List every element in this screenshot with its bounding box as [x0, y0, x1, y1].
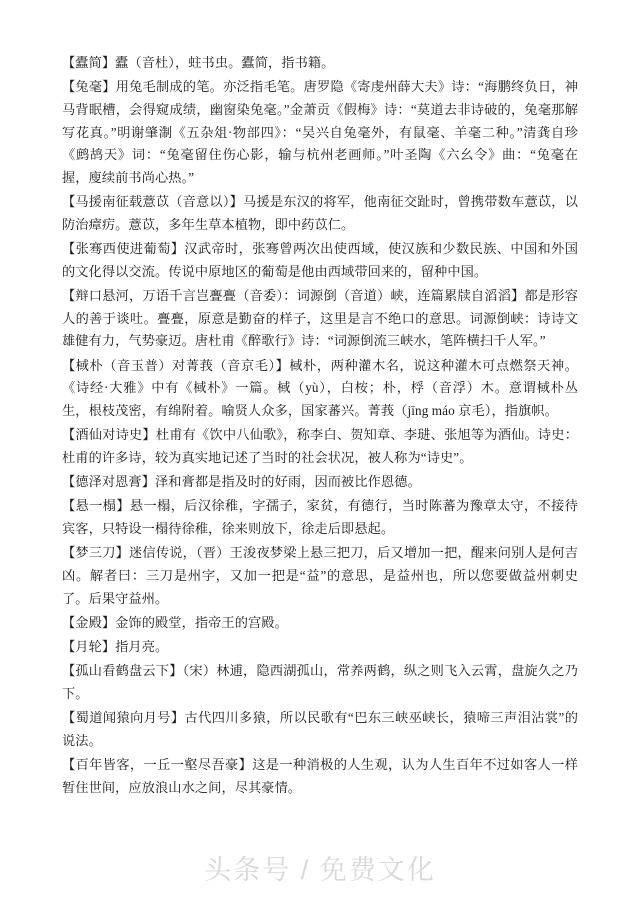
document-paragraph: 【棫朴（音玉普）对菁莪（音京毛）】棫朴，两种灌木名，说这种灌木可点燃祭天神。《诗经·大雅》中有《棫朴》一篇。棫（yù），白桉；朴，桴（音浮）木。意谓棫朴丛生，根枝茂密，有绵附着。喻贤人众多，国家蕃兴。菁莪（jīng máo 京毛），指旗帜。	[62, 357, 578, 419]
document-paragraph: 【孤山看鹤盘云下】（宋）林逋，隐西湖孤山，常养两鹤，纵之则飞入云霄，盘旋久之乃下。	[62, 663, 578, 701]
document-body	[62, 52, 578, 800]
document-paragraph: 【兔毫】用兔毛制成的笔。亦泛指毛笔。唐罗隐《寄虔州薛大夫》诗：“海鹏终负日，神马背眠槽，会得窥成绩，幽窗染兔毫。”金萧贡《假梅》诗：“莫道去非诗破的，兔毫那解写花真。”明谢肇淛《五杂俎·物部四》：“吴兴自兔毫外，有鼠毫、羊毫二种。”清龚自珍《鹧鸪天》词：“兔毫留住伤心影，输与杭州老画师。”叶圣陶《六幺令》曲：“兔毫在握，廋续前书尚心热。”	[62, 79, 578, 186]
document-paragraph: 【悬一榻】悬一榻，后汉徐稚，字孺子，家贫，有德行，当时陈蕃为豫章太守，不接待宾客，只特设一榻待徐稚，徐来则放下，徐走后即悬起。	[62, 498, 578, 537]
document-paragraph: 【张骞西使进葡萄】汉武帝时，张骞曾两次出使西域，使汉族和少数民族、中国和外国的文化得以交流。传说中原地区的葡萄是他由西域带回来的，留种中国。	[62, 241, 578, 279]
document-paragraph: 【梦三刀】迷信传说，（晋）王浚夜梦梁上悬三把刀，后又增加一把，醒来问别人是何吉凶。解者曰：三刀是州字，又加一把是“益”的意思，是益州也，所以您要做益州刺史了。后果守益州。	[62, 545, 578, 606]
document-paragraph: 【德泽对恩膏】泽和膏都是指及时的好雨，因而被比作恩德。	[62, 474, 421, 490]
document-paragraph: 【百年皆客，一丘一壑尽吾豪】这是一种消极的人生观，认为人生百年不过如客人一样暂住世间，应放浪山水之间，尽其豪情。	[62, 757, 578, 795]
document-paragraph: 【酒仙对诗史】杜甫有《饮中八仙歌》，称李白、贺知章、李琎、张旭等为酒仙。诗史：杜甫的许多诗，较为真实地记述了当时的社会状况，被人称为“诗史”。	[62, 427, 578, 465]
document-paragraph: 【辩口悬河，万语千言岂亹亹（音委）：词源倒（音道）峡，连篇累牍自滔滔】都是形容人的善于谈吐。亹亹，原意是勤奋的样子，这里是言不绝口的意思。词源倒峡：诗诗文雄健有力，气势豪迈。唐杜甫《醉歌行》诗：“词源倒流三峡水，笔阵横扫千人军。”	[62, 288, 578, 349]
document-paragraph: 【马援南征载薏苡（音意以）】马援是东汉的将军，他南征交趾时，曾携带数车薏苡，以防治瘴疠。薏苡，多年生草本植物，即中药苡仁。	[62, 194, 578, 232]
watermark: 头条号 / 免费文化	[204, 855, 436, 885]
document-paragraph: 【蜀道闻猿向月号】古代四川多猿，所以民歌有“巴东三峡巫峡长，猿啼三声泪沾裳”的说法。	[62, 710, 578, 748]
document-paragraph: 【蠹简】蠹（音杜），蛀书虫。蠹简，指书籍。	[62, 55, 335, 70]
document-paragraph: 【金殿】金饰的殿堂，指帝王的宫殿。	[62, 614, 288, 630]
document-paragraph: 【月轮】指月亮。	[62, 639, 169, 655]
